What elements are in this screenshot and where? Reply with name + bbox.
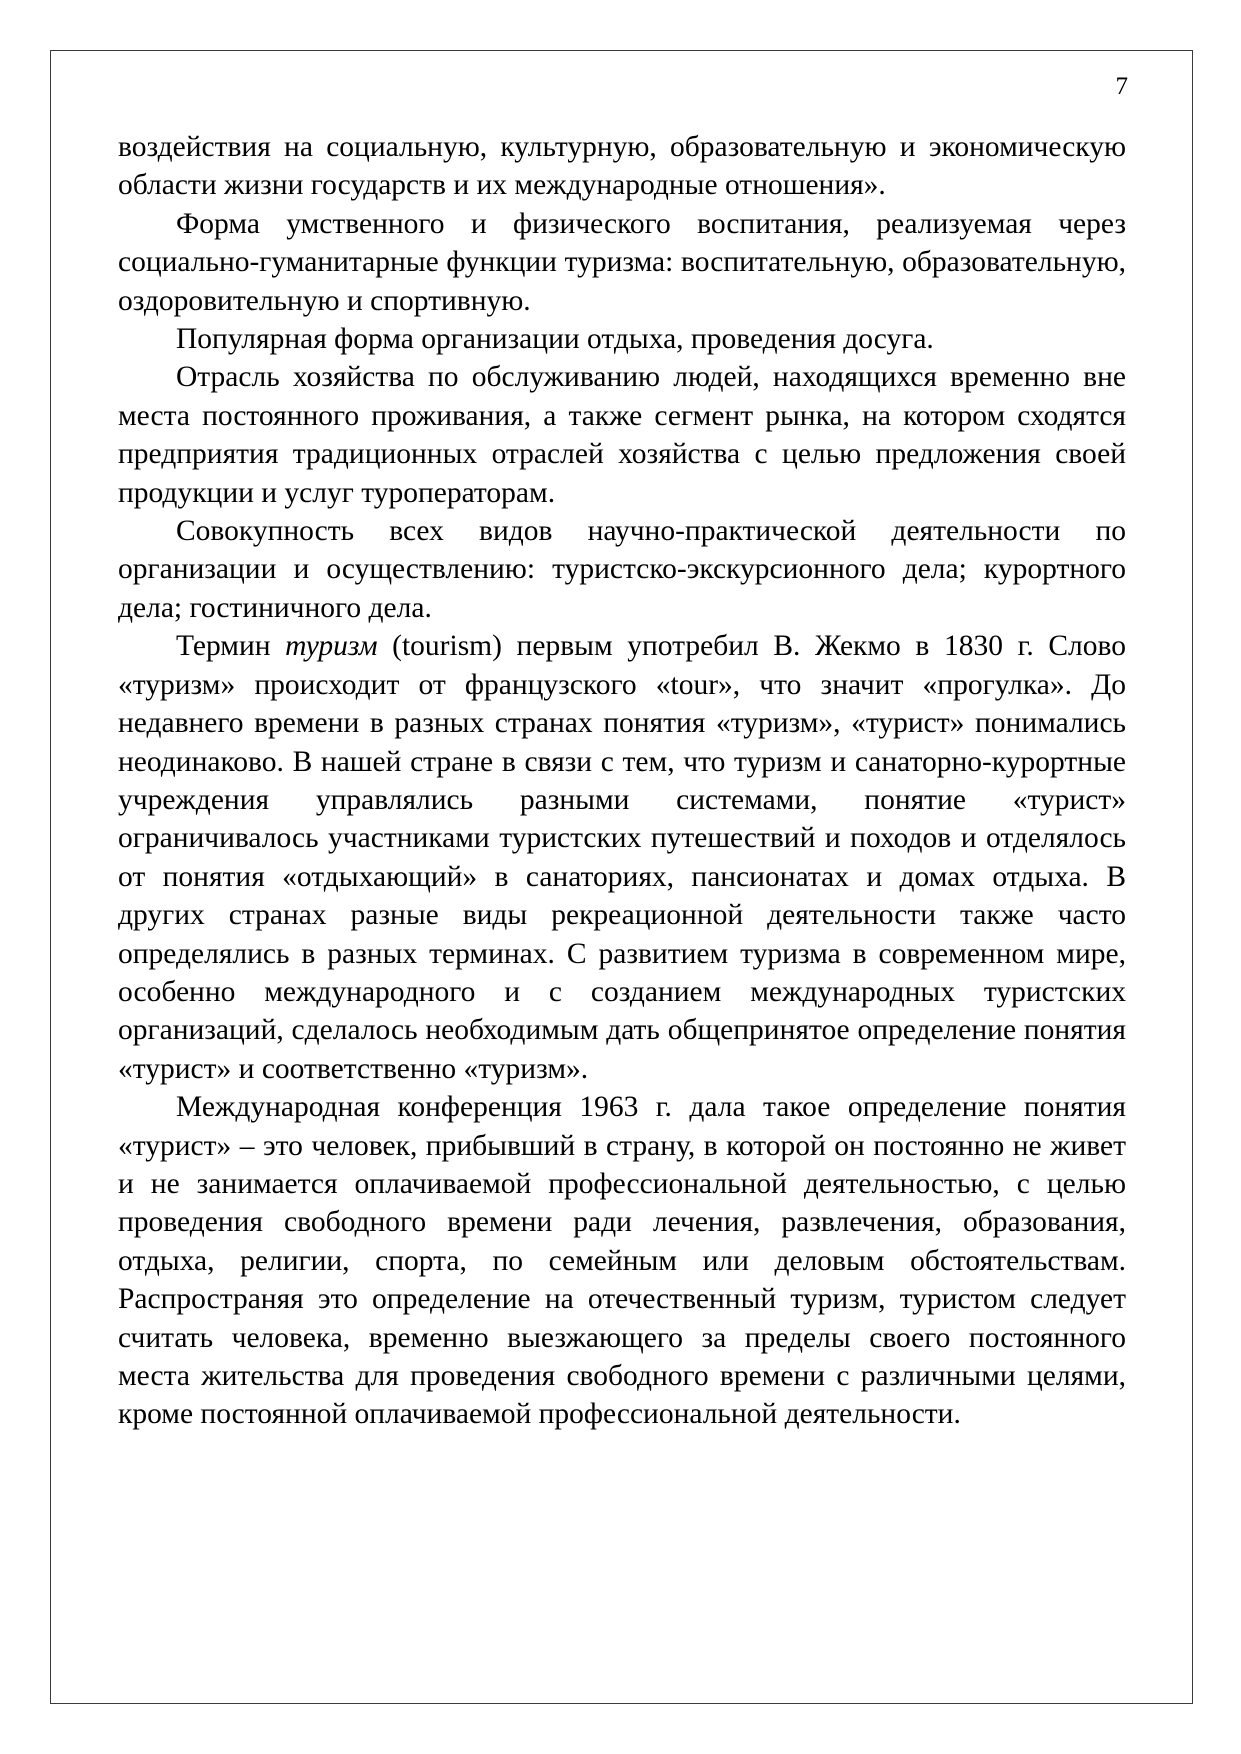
paragraph-definition-activity: Совокупность всех видов научно-практической деятельности по организации и осуществлению: туристско-экскурсионного дела; курортного дела; гостиничного дела. [118,515,1126,624]
paragraph-term-history [118,627,1126,1088]
page-number: 7 [1115,73,1128,100]
term-italic: туризм [285,630,378,663]
paragraph-term-lead: Термин [176,630,286,663]
paragraph-conference-definition: Международная конференция 1963 г. дала такое определение понятия «турист» – это человек, прибывший в страну, в которой он постоянно не живет и не занимается оплачиваемой профессиональной деятельностью, с целью проведения свободного времени ради лечения, развлечения, образования, отдыха, религии, спорта, по семейным или деловым обстоятельствам. Распространяя это определение на отечественный туризм, туристом следует считать человека, временно выезжающего за пределы своего постоянного места жительства для проведения свободного времени с различными целями, кроме постоянной оплачиваемой профессиональной деятельности. [118,1091,1126,1431]
paragraph-definition-industry: Отрасль хозяйства по обслуживанию людей, находящихся временно вне места постоянного проживания, а также сегмент рынка, на котором сходятся предприятия традиционных отраслей хозяйства с целью предложения своей продукции и услуг туроператорам. [118,361,1126,509]
paragraph-term-rest: (tourism) первым употребил В. Жекмо в 1830 г. Слово «туризм» происходит от французского «tour», что значит «прогулка». До недавнего времени в разных странах понятия «туризм», «турист» понимались неодинаково. В нашей стране в связи с тем, что туризм и санаторно-курортные учреждения управлялись разными системами, понятие «турист» ограничивалось участниками туристских путешествий и походов и отделялось от понятия «отдыхающий» в санаториях, пансионатах и домах отдыха. В других странах разные виды рекреационной деятельности также часто определялись в разных терминах. С развитием туризма в современном мире, особенно международного и с созданием международных туристских организаций, сделалось необходимым дать общепринятое определение понятия «турист» и соответственно «туризм». [118,630,1126,1085]
paragraph-definition-leisure: Популярная форма организации отдыха, проведения досуга. [176,323,934,356]
document-body [118,128,1126,1434]
paragraph-definition-education: Форма умственного и физического воспитания, реализуемая через социально-гуманитарные функции туризма: воспитательную, образовательную, оздоровительную и спортивную. [118,207,1126,317]
paragraph-continuation: воздействия на социальную, культурную, образовательную и экономическую области жизни государств и их международные отношения». [118,131,1126,202]
